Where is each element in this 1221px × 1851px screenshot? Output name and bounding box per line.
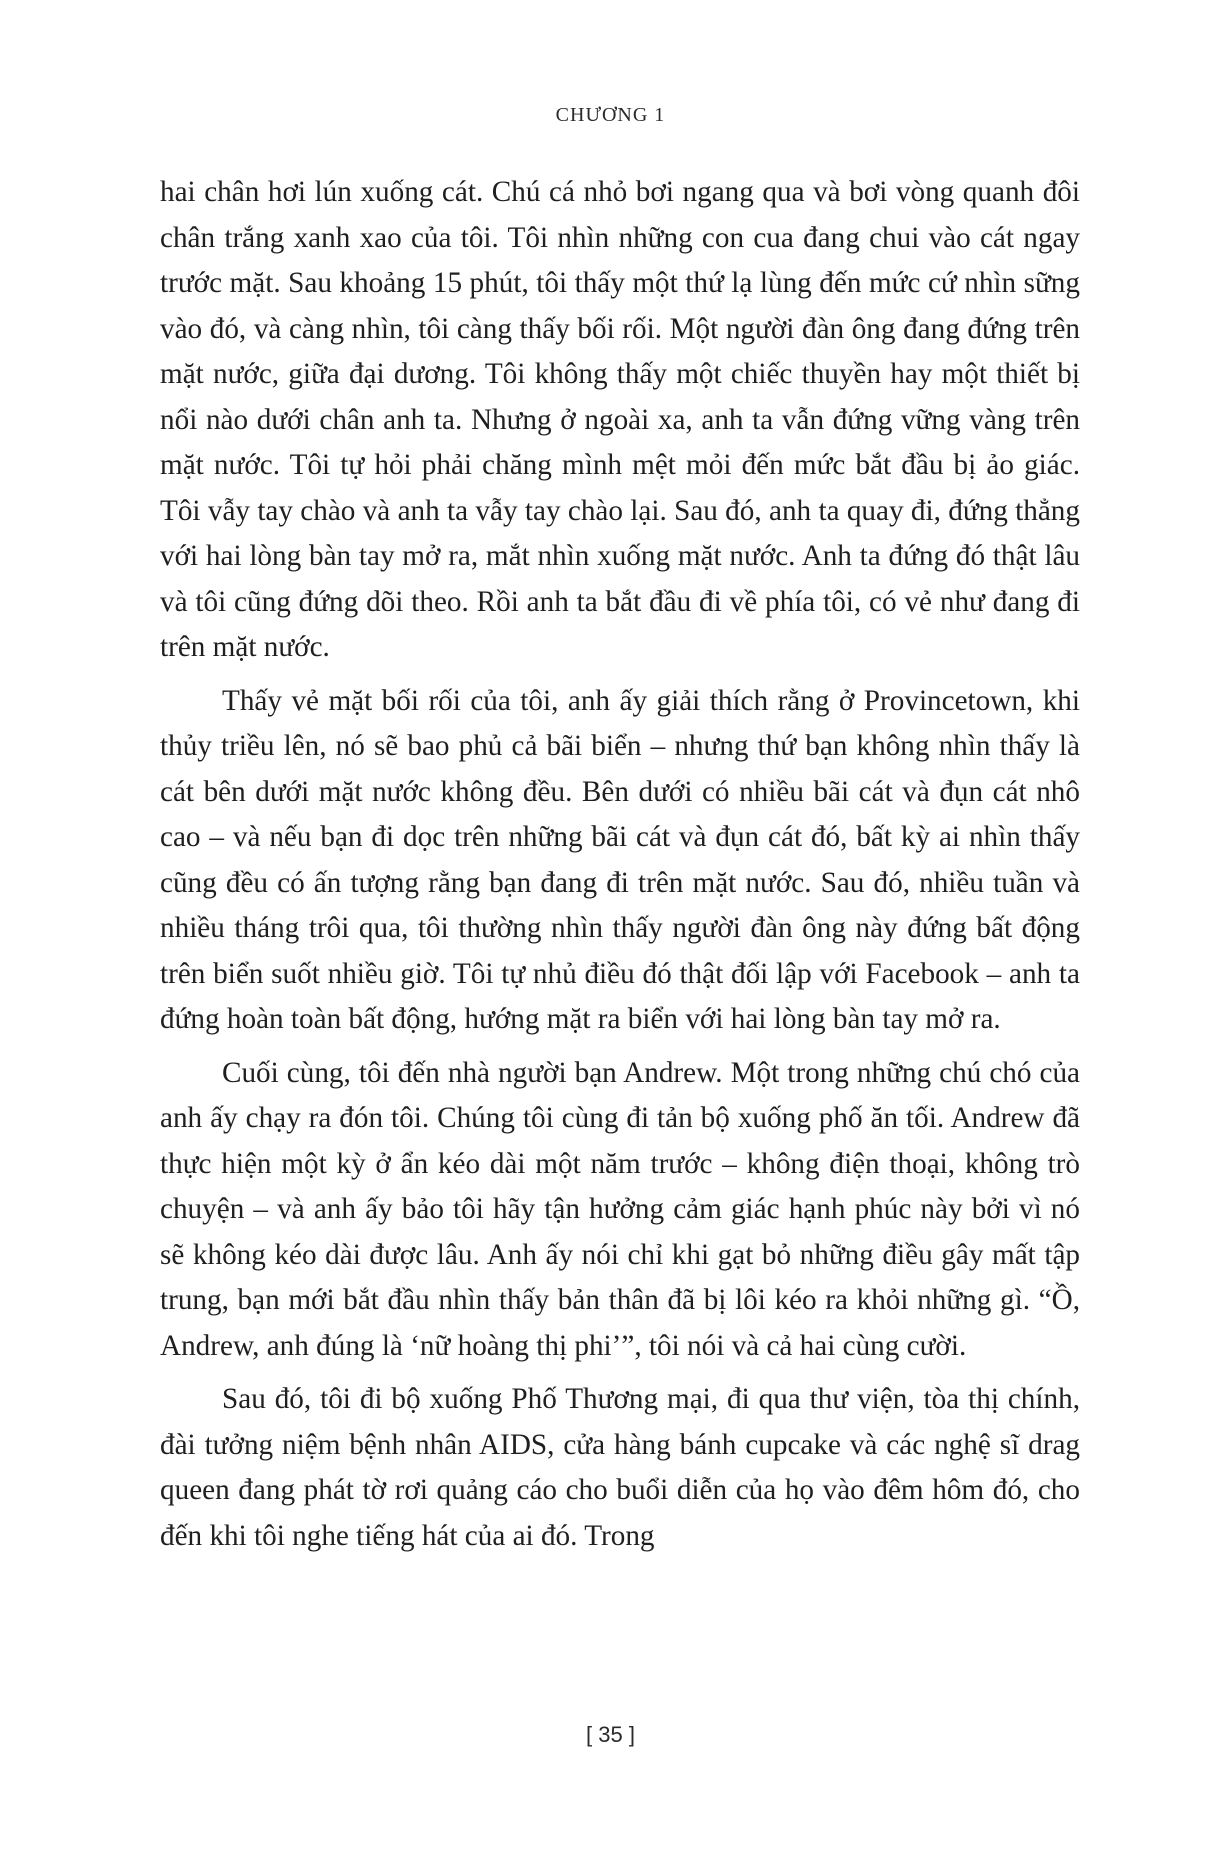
body-text xyxy=(160,170,1080,1567)
paragraph-2: Thấy vẻ mặt bối rối của tôi, anh ấy giải thích rằng ở Provincetown, khi thủy triều lên, nó sẽ bao phủ cả bãi biển – nhưng thứ bạn không nhìn thấy là cát bên dưới mặt nước không đều. Bên dưới có nhiều bãi cát và đụn cát nhô cao – và nếu bạn đi dọc trên những bãi cát và đụn cát đó, bất kỳ ai nhìn thấy cũng đều có ấn tượng rằng bạn đang đi trên mặt nước. Sau đó, nhiều tuần và nhiều tháng trôi qua, tôi thường nhìn thấy người đàn ông này đứng bất động trên biển suốt nhiều giờ. Tôi tự nhủ điều đó thật đối lập với Facebook – anh ta đứng hoàn toàn bất động, hướng mặt ra biển với hai lòng bàn tay mở ra. xyxy=(160,684,1080,1035)
paragraph-1: hai chân hơi lún xuống cát. Chú cá nhỏ bơi ngang qua và bơi vòng quanh đôi chân trắng xanh xao của tôi. Tôi nhìn những con cua đang chui vào cát ngay trước mặt. Sau khoảng 15 phút, tôi thấy một thứ lạ lùng đến mức cứ nhìn sững vào đó, và càng nhìn, tôi càng thấy bối rối. Một người đàn ông đang đứng trên mặt nước, giữa đại dương. Tôi không thấy một chiếc thuyền hay một thiết bị nổi nào dưới chân anh ta. Nhưng ở ngoài xa, anh ta vẫn đứng vững vàng trên mặt nước. Tôi tự hỏi phải chăng mình mệt mỏi đến mức bắt đầu bị ảo giác. Tôi vẫy tay chào và anh ta vẫy tay chào lại. Sau đó, anh ta quay đi, đứng thẳng với hai lòng bàn tay mở ra, mắt nhìn xuống mặt nước. Anh ta đứng đó thật lâu và tôi cũng đứng dõi theo. Rồi anh ta bắt đầu đi về phía tôi, có vẻ như đang đi trên mặt nước. xyxy=(160,176,1080,663)
page-number: [ 35 ] xyxy=(586,1722,635,1747)
paragraph-3: Cuối cùng, tôi đến nhà người bạn Andrew. Một trong những chú chó của anh ấy chạy ra đón tôi. Chúng tôi cùng đi tản bộ xuống phố ăn tối. Andrew đã thực hiện một kỳ ở ẩn kéo dài một năm trước – không điện thoại, không trò chuyện – và anh ấy bảo tôi hãy tận hưởng cảm giác hạnh phúc này bởi vì nó sẽ không kéo dài được lâu. Anh ấy nói chỉ khi gạt bỏ những điều gây mất tập trung, bạn mới bắt đầu nhìn thấy bản thân đã bị lôi kéo ra khỏi những gì. “Ồ, Andrew, anh đúng là ‘nữ hoàng thị phi’”, tôi nói và cả hai cùng cười. xyxy=(160,1056,1080,1362)
chapter-running-head: CHƯƠNG 1 xyxy=(555,104,666,126)
paragraph-4: Sau đó, tôi đi bộ xuống Phố Thương mại, đi qua thư viện, tòa thị chính, đài tưởng niệm bệnh nhân AIDS, cửa hàng bánh cupcake và các nghệ sĩ drag queen đang phát tờ rơi quảng cáo cho buổi diễn của họ vào đêm hôm đó, cho đến khi tôi nghe tiếng hát của ai đó. Trong xyxy=(160,1383,1080,1552)
